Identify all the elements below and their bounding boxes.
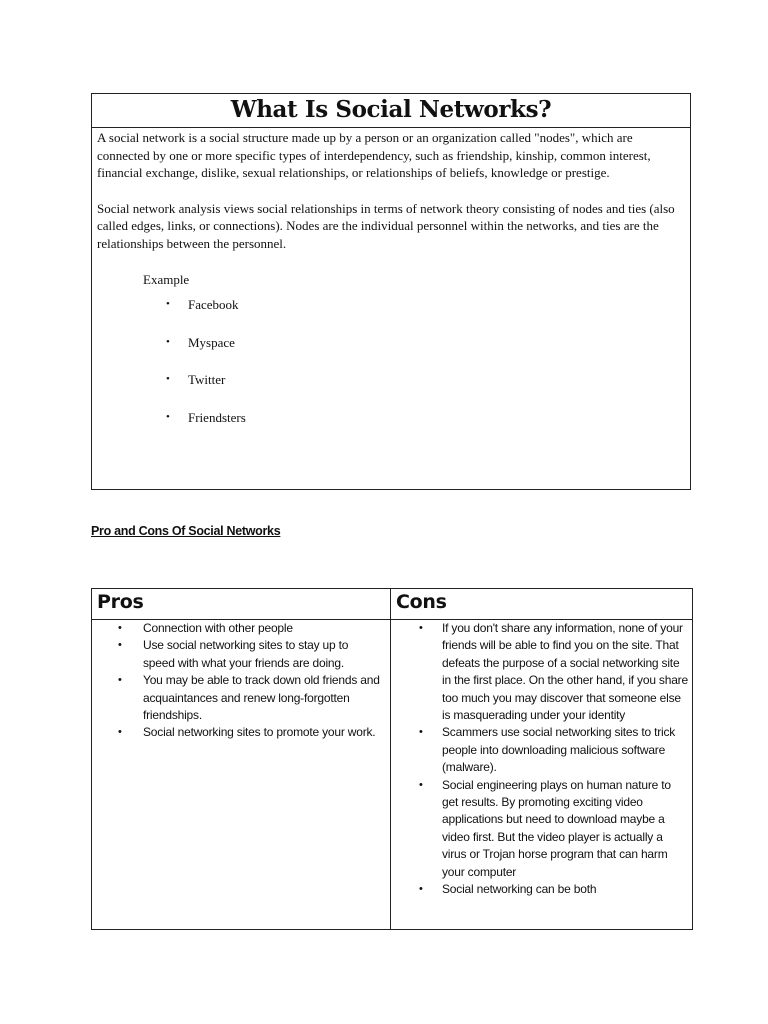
list-item [97, 409, 685, 447]
pro-item: Social networking sites to promote your work. [143, 725, 376, 740]
list-item [92, 724, 390, 741]
pros-cons-table [91, 588, 693, 930]
example-facebook: Facebook [188, 297, 239, 313]
list-item [92, 637, 390, 672]
definition-paragraph: A social network is a social structure made up by a person or an organization called "nodes", which are connected by one or more specific types of interdependency, such as friendship, kinship, common interest, financial exchange, dislike, sexual relationships, or relationships of beliefs, knowledge or prestige. [97, 130, 651, 181]
bullet-icon: • [166, 335, 170, 348]
list-item [97, 296, 685, 334]
pro-item: Connection with other people [143, 621, 293, 635]
con-item: If you don't share any information, none of your friends will be able to find you on the site. That defeats the purpose of a social networking site in the first place. On the other hand, if you share too much you may discover that someone else is masquerading under your identity [442, 621, 688, 723]
example-list [97, 296, 685, 446]
bullet-icon: • [118, 726, 122, 739]
bullet-icon: • [118, 639, 122, 652]
bullet-icon: • [419, 778, 423, 791]
definition-box [91, 93, 691, 490]
example-label: Example [143, 271, 190, 287]
bullet-icon: • [419, 883, 423, 896]
list-item [391, 881, 692, 898]
list-item [97, 371, 685, 409]
cons-list [391, 620, 692, 899]
pros-cell [92, 620, 391, 930]
pros-list [92, 620, 390, 742]
example-myspace: Myspace [188, 334, 235, 350]
list-item [391, 724, 692, 776]
list-item [391, 620, 692, 724]
list-item [391, 777, 692, 881]
page-title: What Is Social Networks? [92, 94, 690, 128]
bullet-icon: • [118, 674, 122, 687]
definition-body [92, 128, 690, 446]
example-friendsters: Friendsters [188, 409, 246, 425]
pro-item: You may be able to track down old friends and acquaintances and renew long-forgotten friendships. [143, 673, 380, 723]
analysis-paragraph: Social network analysis views social relationships in terms of network theory consisting of nodes and ties (also called edges, links, or connections). Nodes are the individual personnel within the networks, and ties are the relationships between the personnel. [97, 200, 675, 251]
bullet-icon: • [118, 622, 122, 634]
pros-header: Pros [92, 589, 391, 620]
example-twitter: Twitter [188, 372, 226, 388]
bullet-icon: • [166, 298, 170, 311]
con-item: Scammers use social networking sites to trick people into downloading malicious software (malware). [442, 725, 676, 775]
cons-cell [391, 620, 693, 930]
bullet-icon: • [419, 726, 423, 739]
bullet-icon: • [166, 373, 170, 386]
list-item [92, 620, 390, 637]
bullet-icon: • [419, 622, 423, 634]
list-item [92, 672, 390, 724]
con-item: Social networking can be both [442, 882, 597, 897]
con-item: Social engineering plays on human nature to get results. By promoting exciting video applications but need to download maybe a video first. But the video player is actually a virus or Trojan horse program that can harm your computer [442, 777, 671, 879]
bullet-icon: • [166, 410, 170, 423]
list-item [97, 334, 685, 372]
section-heading: Pro and Cons Of Social Networks [91, 524, 281, 538]
cons-header: Cons [391, 589, 693, 620]
pro-item: Use social networking sites to stay up to speed with what your friends are doing. [143, 638, 349, 670]
